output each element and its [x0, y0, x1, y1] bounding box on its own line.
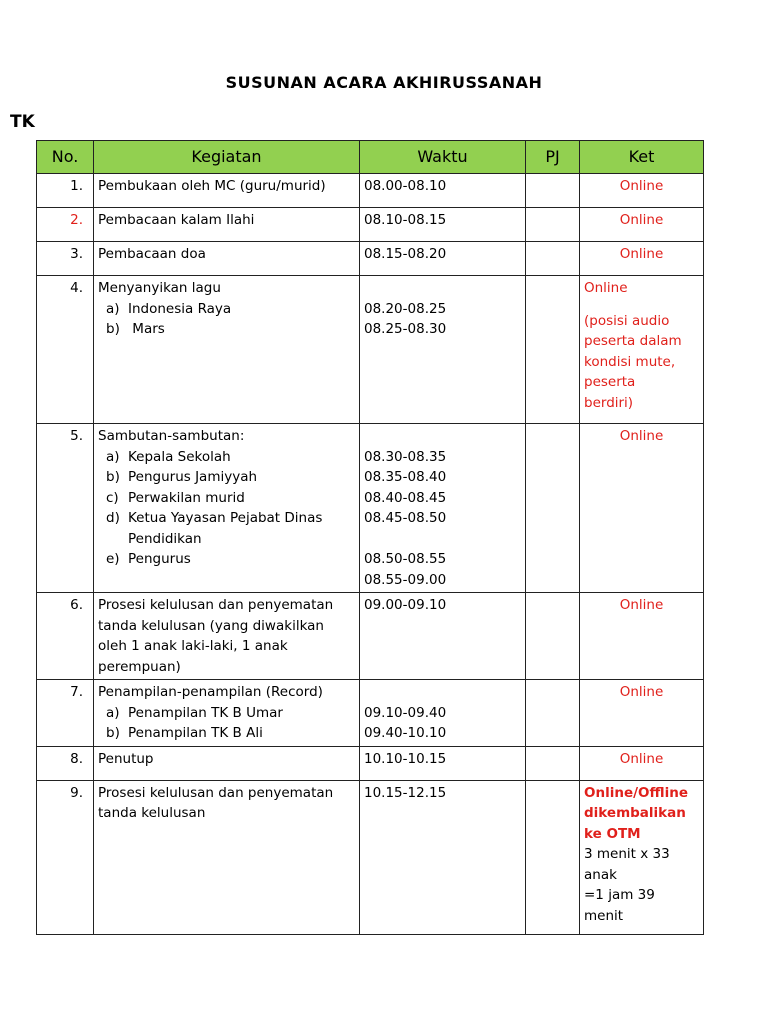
row-waktu: 08.10-08.15: [360, 208, 526, 242]
sub-item: e) Pengurus: [106, 551, 191, 567]
ket-note: 3 menit x 33: [584, 846, 670, 862]
table-row: [37, 424, 704, 593]
table-row: [37, 746, 704, 780]
row-pj: [526, 593, 580, 680]
row-pj: [526, 780, 580, 934]
sub-item-continuation: Pendidikan: [128, 530, 202, 547]
table-row: [37, 276, 704, 424]
row-pj: [526, 746, 580, 780]
kegiatan-line: Prosesi kelulusan dan penyematan: [98, 784, 334, 801]
kegiatan-line: tanda kelulusan (yang diwakilkan: [98, 617, 324, 634]
row-pj: [526, 680, 580, 747]
ket-note: =1 jam 39: [584, 887, 655, 903]
row-number: 9.: [37, 780, 94, 934]
waktu-line: 08.50-08.55: [364, 551, 447, 567]
ket-note: kondisi mute,: [584, 353, 676, 370]
ket-note: peserta dalam: [584, 333, 682, 349]
row-number: 8.: [37, 746, 94, 780]
row-ket: Online: [580, 680, 704, 747]
kegiatan-line: tanda kelulusan: [98, 805, 206, 821]
waktu-line: 08.35-08.40: [364, 469, 447, 485]
row-waktu: 09.00-09.10: [360, 593, 526, 680]
row-ket: [580, 276, 704, 424]
row-waktu: 08.00-08.10: [360, 174, 526, 208]
row-number: 4.: [37, 276, 94, 424]
kegiatan-line: Prosesi kelulusan dan penyematan: [98, 597, 334, 613]
sub-item: a) Indonesia Raya: [106, 300, 232, 317]
row-kegiatan: [94, 680, 360, 747]
row-ket: Online: [580, 242, 704, 276]
row-pj: [526, 424, 580, 593]
table-row: [37, 780, 704, 934]
row-waktu: [360, 680, 526, 747]
header-kegiatan: Kegiatan: [94, 141, 360, 174]
sub-item: a) Penampilan TK B Umar: [106, 704, 283, 721]
row-pj: [526, 208, 580, 242]
waktu-line: 09.40-10.10: [364, 725, 447, 741]
table-row: [37, 242, 704, 276]
sub-item: b) Mars: [106, 321, 165, 337]
row-waktu: 10.10-10.15: [360, 746, 526, 780]
row-ket: Online: [580, 208, 704, 242]
row-waktu: [360, 276, 526, 424]
row-kegiatan: Pembukaan oleh MC (guru/murid): [94, 174, 360, 208]
row-pj: [526, 242, 580, 276]
waktu-line: 08.55-09.00: [364, 571, 447, 588]
ket-note: berdiri): [584, 394, 634, 411]
row-number: 6.: [37, 593, 94, 680]
sub-item: d) Ketua Yayasan Pejabat Dinas: [106, 510, 323, 526]
row-kegiatan: [94, 593, 360, 680]
ket-status: Online/Offline: [584, 784, 688, 801]
row-kegiatan: Pembacaan kalam Ilahi: [94, 208, 360, 242]
header-ket: Ket: [580, 141, 704, 174]
table-row: [37, 208, 704, 242]
row-kegiatan: [94, 424, 360, 593]
row-pj: [526, 174, 580, 208]
sub-item: b) Pengurus Jamiyyah: [106, 469, 258, 485]
waktu-line: 09.10-09.40: [364, 704, 447, 721]
row-kegiatan: [94, 276, 360, 424]
row-waktu: 08.15-08.20: [360, 242, 526, 276]
waktu-line: 08.40-08.45: [364, 489, 447, 506]
section-label: TK: [10, 112, 35, 132]
ket-note: (posisi audio: [584, 312, 670, 329]
sub-item: c) Perwakilan murid: [106, 489, 245, 506]
row-kegiatan: Pembacaan doa: [94, 242, 360, 276]
row-ket: Online: [580, 424, 704, 593]
row-ket: [580, 780, 704, 934]
waktu-line: 08.30-08.35: [364, 448, 447, 465]
header-pj: PJ: [526, 141, 580, 174]
ket-status: ke OTM: [584, 825, 641, 842]
row-number: 2.: [37, 208, 94, 242]
table-row: [37, 680, 704, 747]
waktu-line: 08.20-08.25: [364, 300, 447, 317]
sub-item: a) Kepala Sekolah: [106, 448, 231, 465]
header-no: No.: [37, 141, 94, 174]
header-waktu: Waktu: [360, 141, 526, 174]
schedule-table: [36, 140, 704, 935]
ket-status: Online: [584, 280, 628, 296]
kegiatan-heading: Menyanyikan lagu: [98, 280, 221, 296]
row-waktu: [360, 424, 526, 593]
row-number: 3.: [37, 242, 94, 276]
row-pj: [526, 276, 580, 424]
row-kegiatan: [94, 780, 360, 934]
row-number: 1.: [37, 174, 94, 208]
waktu-line: 08.25-08.30: [364, 321, 447, 337]
ket-note: menit: [584, 907, 624, 924]
row-kegiatan: Penutup: [94, 746, 360, 780]
ket-note: peserta: [584, 374, 636, 390]
kegiatan-line: oleh 1 anak laki-laki, 1 anak: [98, 638, 288, 654]
table-row: [37, 593, 704, 680]
kegiatan-heading: Penampilan-penampilan (Record): [98, 684, 323, 700]
table-header-row: [37, 141, 704, 174]
sub-item: b) Penampilan TK B Ali: [106, 725, 263, 741]
row-number: 7.: [37, 680, 94, 747]
row-ket: Online: [580, 593, 704, 680]
kegiatan-heading: Sambutan-sambutan:: [98, 428, 245, 444]
document-title: SUSUNAN ACARA AKHIRUSSANAH: [225, 73, 543, 92]
waktu-line: 08.45-08.50: [364, 510, 447, 526]
ket-status: dikembalikan: [584, 805, 686, 821]
ket-note: anak: [584, 866, 617, 883]
table-row: [37, 174, 704, 208]
row-ket: Online: [580, 174, 704, 208]
kegiatan-line: perempuan): [98, 658, 181, 675]
row-waktu: 10.15-12.15: [360, 780, 526, 934]
row-ket: Online: [580, 746, 704, 780]
row-number: 5.: [37, 424, 94, 593]
